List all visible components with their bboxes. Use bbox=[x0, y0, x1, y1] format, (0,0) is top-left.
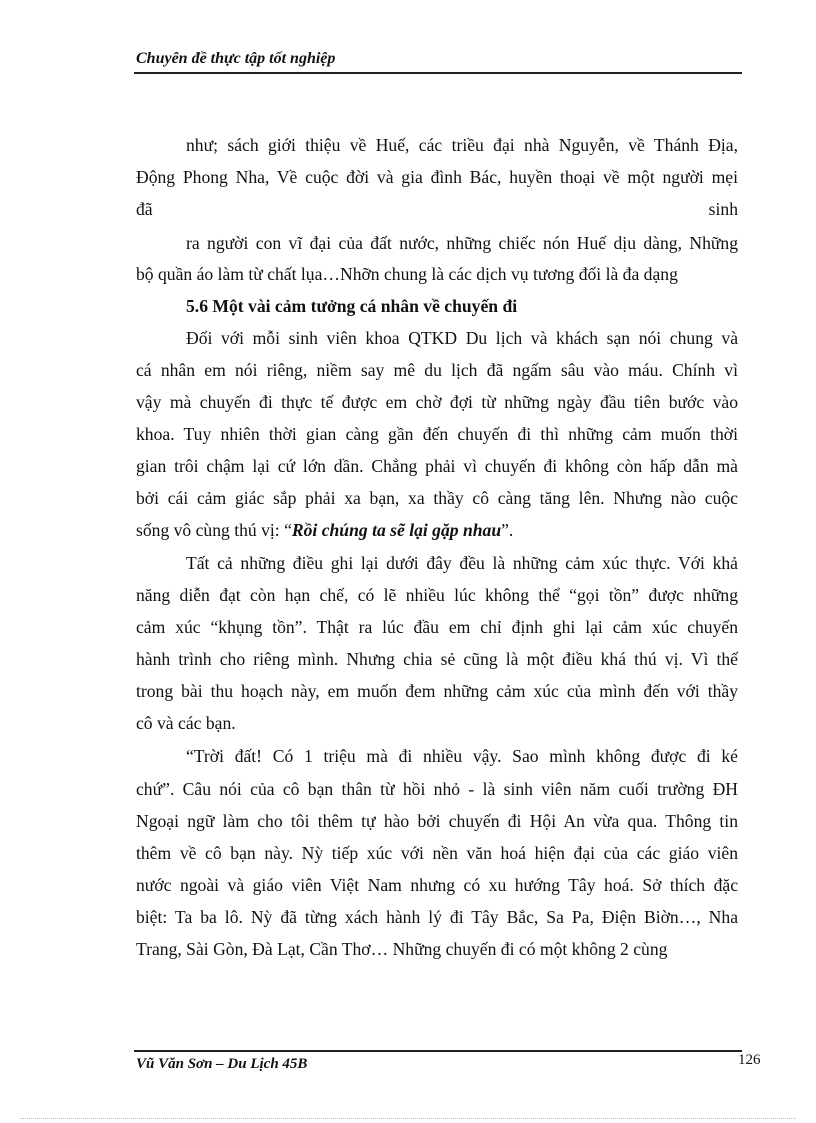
paragraph-line: thêm về cô bạn này. Nỳ tiếp xúc với nền văn hoá hiện đại của các giáo viên bbox=[136, 843, 738, 863]
paragraph-line: cá nhân em nói riêng, niềm say mê du lịch đã ngấm sâu vào máu. Chính vì bbox=[136, 360, 738, 380]
text-fragment: sống vô cùng thú vị: “ bbox=[136, 520, 292, 540]
text-line: Động Phong Nha, Về cuộc đời và gia đình Bác, huyền thoại về một người mẹi bbox=[136, 167, 738, 187]
text-fragment: ”. bbox=[501, 520, 514, 540]
header-title: Chuyên đề thực tập tốt nghiệp bbox=[136, 50, 336, 67]
paragraph-line: hành trình cho riêng mình. Nhưng chia sẻ cũng là một điều khá thú vị. Vì thế bbox=[136, 649, 738, 669]
page-bottom-divider bbox=[20, 1118, 796, 1119]
paragraph-line: khoa. Tuy nhiên thời gian càng gần đến chuyến đi thì những cảm muốn thời bbox=[136, 424, 738, 444]
text-line: bộ quần áo làm từ chất lụa…Nhỡn chung là các dịch vụ tương đối là đa dạng bbox=[136, 264, 678, 284]
paragraph-line: cảm xúc “khụng tồn”. Thật ra lúc đầu em chỉ định ghi lại cảm xúc chuyến bbox=[136, 617, 738, 637]
text-fragment: đã bbox=[136, 199, 153, 219]
paragraph-line: Ngoại ngữ làm cho tôi thêm tự hào bởi chuyến đi Hội An vừa qua. Thông tin bbox=[136, 811, 738, 831]
paragraph-line: trong bài thu hoạch này, em muốn đem những cảm xúc của mình đến với thầy bbox=[136, 681, 738, 701]
paragraph-line: cô và các bạn. bbox=[136, 713, 236, 733]
text-line bbox=[136, 197, 738, 221]
footer-author: Vũ Văn Sơn – Du Lịch 45B bbox=[136, 1056, 308, 1072]
text-line: như; sách giới thiệu về Huế, các triều đại nhà Nguyễn, về Thánh Địa, bbox=[186, 135, 738, 155]
text-fragment: sinh bbox=[708, 199, 738, 219]
paragraph-line: vậy mà chuyến đi thực tế được em chờ đợi từ những ngày đầu tiên bước vào bbox=[136, 392, 738, 412]
paragraph-line: nước ngoài và giáo viên Việt Nam nhưng có xu hướng Tây hoá. Sở thích đặc bbox=[136, 875, 738, 895]
paragraph-line: biệt: Ta ba lô. Nỳ đã từng xách hành lý đi Tây Bắc, Sa Pa, Điện Biờn…, Nha bbox=[136, 907, 738, 927]
page-number: 126 bbox=[738, 1052, 761, 1068]
paragraph-line: “Trời đất! Có 1 triệu mà đi nhiều vậy. Sao mình không được đi ké bbox=[186, 746, 738, 766]
page-header bbox=[134, 48, 742, 74]
paragraph-line: Tất cả những điều ghi lại dưới đây đều là những cảm xúc thực. Với khả bbox=[186, 553, 738, 573]
paragraph-line: bởi cái cảm giác sắp phải xa bạn, xa thầy cô càng tăng lên. Nhưng nào cuộc bbox=[136, 488, 738, 508]
paragraph-line: năng diễn đạt còn hạn chế, có lẽ nhiều lúc không thể “gọi tồn” được những bbox=[136, 585, 738, 605]
paragraph-line: chứ”. Câu nói của cô bạn thân từ hồi nhỏ - là sinh viên năm cuối trường ĐH bbox=[136, 779, 738, 799]
text-line: ra người con vĩ đại của đất nước, những chiếc nón Huế dịu dàng, Những bbox=[186, 233, 738, 253]
paragraph-line: Trang, Sài Gòn, Đà Lạt, Cần Thơ… Những chuyến đi có một không 2 cùng bbox=[136, 939, 668, 959]
footer-rule bbox=[134, 1050, 742, 1052]
emphasized-quote: Rồi chúng ta sẽ lại gặp nhau bbox=[291, 520, 502, 540]
section-heading: 5.6 Một vài cảm tưởng cá nhân về chuyến đi bbox=[186, 296, 518, 316]
paragraph-line: Đối với mỗi sinh viên khoa QTKD Du lịch và khách sạn nói chung và bbox=[186, 328, 738, 348]
paragraph-line: gian trôi chậm lại cứ lớn dần. Chẳng phải vì chuyến đi không còn hấp dẫn mà bbox=[136, 456, 738, 476]
paragraph-line bbox=[136, 518, 738, 542]
